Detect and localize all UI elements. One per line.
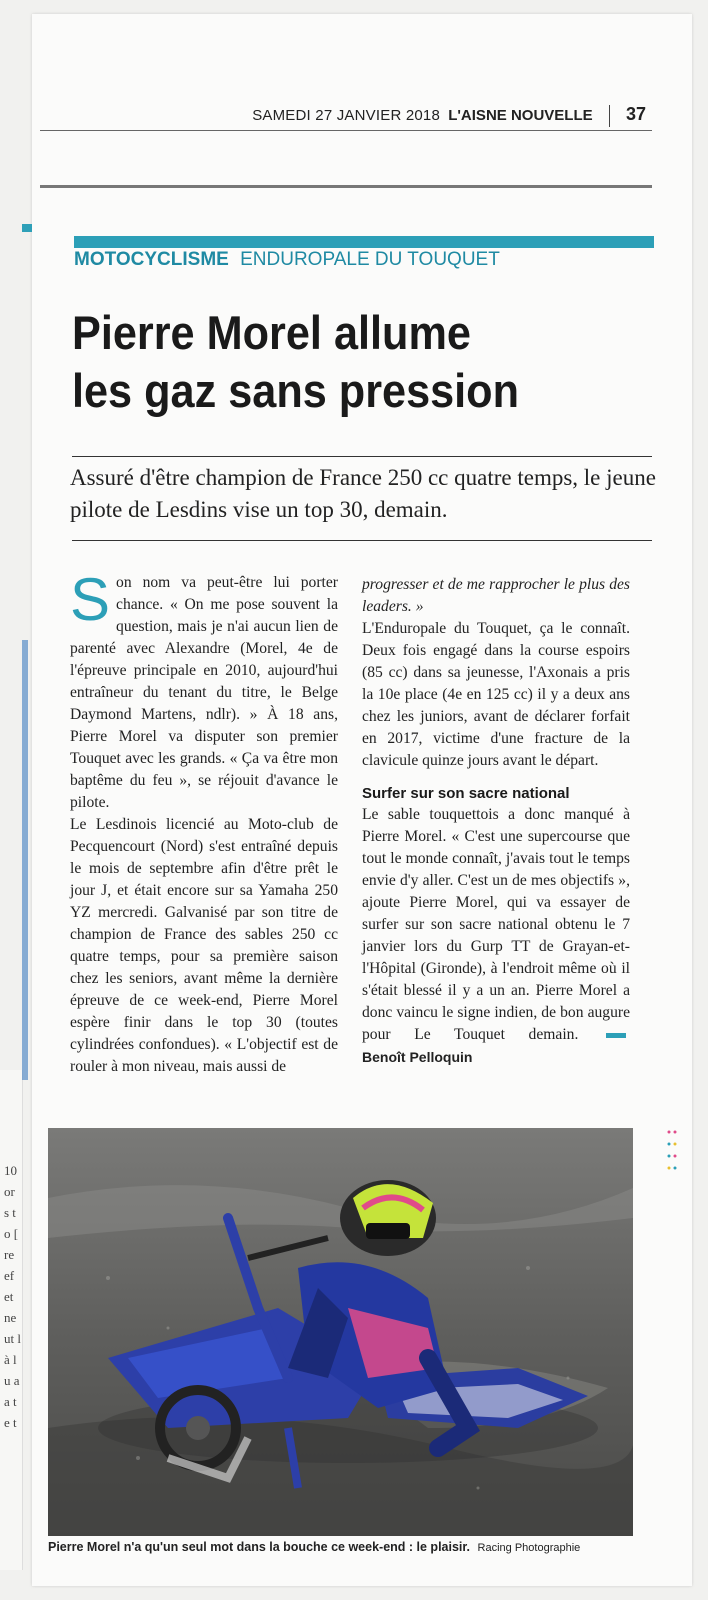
adjacent-page-color-edge: [22, 640, 28, 1080]
header-separator: [609, 105, 610, 127]
photo-caption-line: [48, 1540, 633, 1554]
article-paragraph-4: L'Enduropale du Touquet, ça le connaît. Deux fois engagé dans la course espoirs (85 cc) dans sa jeunesse, l'Axonais a pris la 10e place (4e en 125 cc) il y a deux ans chez les juniors, avant de déclarer forfait en 2017, victime d'une fracture de la clavicule quinze jours avant le départ.: [362, 620, 630, 769]
rubric-section: MOTOCYCLISME: [74, 249, 229, 270]
rubric-topic: ENDUROPALE DU TOUQUET: [240, 249, 500, 270]
adjacent-page-text: 10 or s to [ re ef et ne ut là lu a a t e t: [4, 1163, 21, 1430]
header-page-number: 37: [625, 104, 646, 124]
edge-mark: [22, 224, 32, 232]
article-paragraph-1: [70, 566, 338, 814]
photo-credit: Racing Photographie: [477, 1542, 581, 1554]
article-paragraph-2: Le Lesdinois licencié au Moto-club de Pecquencourt (Nord) s'est entraîné depuis le mois de septembre afin d'être prêt le jour J, et était encore sur sa Yamaha 250 YZ mercredi. Galvanisé par son titre de champion de France des sables 250 cc quatre temps, pour sa première saison chez les seniors, avant même la dernière épreuve de ce week-end, Pierre Morel espère finir dans le top 30 (toutes cylindrées confondues). « L'objectif est de rouler à mon niveau, mais aussi de: [70, 816, 338, 1075]
rider-photo: [48, 1128, 633, 1536]
standfirst-rule-top: [72, 456, 652, 457]
photo-caption: Pierre Morel n'a qu'un seul mot dans la bouche ce week-end : le plaisir.: [48, 1540, 471, 1554]
article-paragraph-3: progresser et de me rapprocher le plus des leaders. »: [362, 576, 630, 615]
drop-cap: S: [70, 566, 111, 633]
article-paragraph-5: [362, 804, 630, 1069]
print-registration-marks: [666, 1126, 678, 1186]
article-paragraph-5-text: Le sable touquettois a donc manqué à Pierre Morel. « C'est une supercourse que tout le monde connaît, j'avais tout le temps envie d'y aller. C'est un de mes objectifs », ajoute Pierre Morel, qui va essayer de surfer sur son sacre national obtenu le 7 janvier lors du Gurp TT de Grayan-et-l'Hôpital (Gironde), à l'endroit même où il s'était blessé il y a un an. Pierre Morel a donc vaincu le signe indien, de bon augure pour Le Touquet demain.: [362, 806, 630, 1043]
top-rule: [40, 185, 652, 188]
article-paragraph-1-text: on nom va peut-être lui porter chance. « On me pose souvent la question, mais je n'ai aucun lien de parenté avec Alexandre (Morel, 4e de l'épreuve principale en 2010, aujourd'hui entraîneur du tenant du titre, le Belge Daymond Martens, ndlr). » À 18 ans, Pierre Morel va disputer son premier Touquet avec les grands. « Ça va être mon baptême du feu », se réjouit d'avance le pilote.: [70, 574, 338, 811]
headline-line-1: Pierre Morel allume: [72, 306, 471, 359]
article-subhead: Surfer sur son sacre national: [362, 785, 570, 802]
standfirst: Assuré d'être champion de France 250 cc quatre temps, le jeune pilote de Lesdins vise un top 30, demain.: [70, 465, 656, 522]
headline-line-2: les gaz sans pression: [72, 364, 520, 417]
article-column-left: [70, 566, 338, 1078]
rubric-accent-bar: [74, 236, 654, 248]
author-signature: Benoît Pelloquin: [362, 1049, 473, 1065]
article-column-right: [362, 574, 630, 1069]
header-date: SAMEDI 27 JANVIER 2018: [252, 107, 441, 124]
signature-marker: [606, 1033, 626, 1038]
rubric: [74, 249, 654, 271]
headline: [72, 304, 615, 420]
standfirst-rule-bottom: [72, 540, 652, 541]
header-paper-name: L'AISNE NOUVELLE: [448, 107, 593, 124]
page-header: [40, 104, 652, 130]
header-rule: [40, 130, 652, 131]
